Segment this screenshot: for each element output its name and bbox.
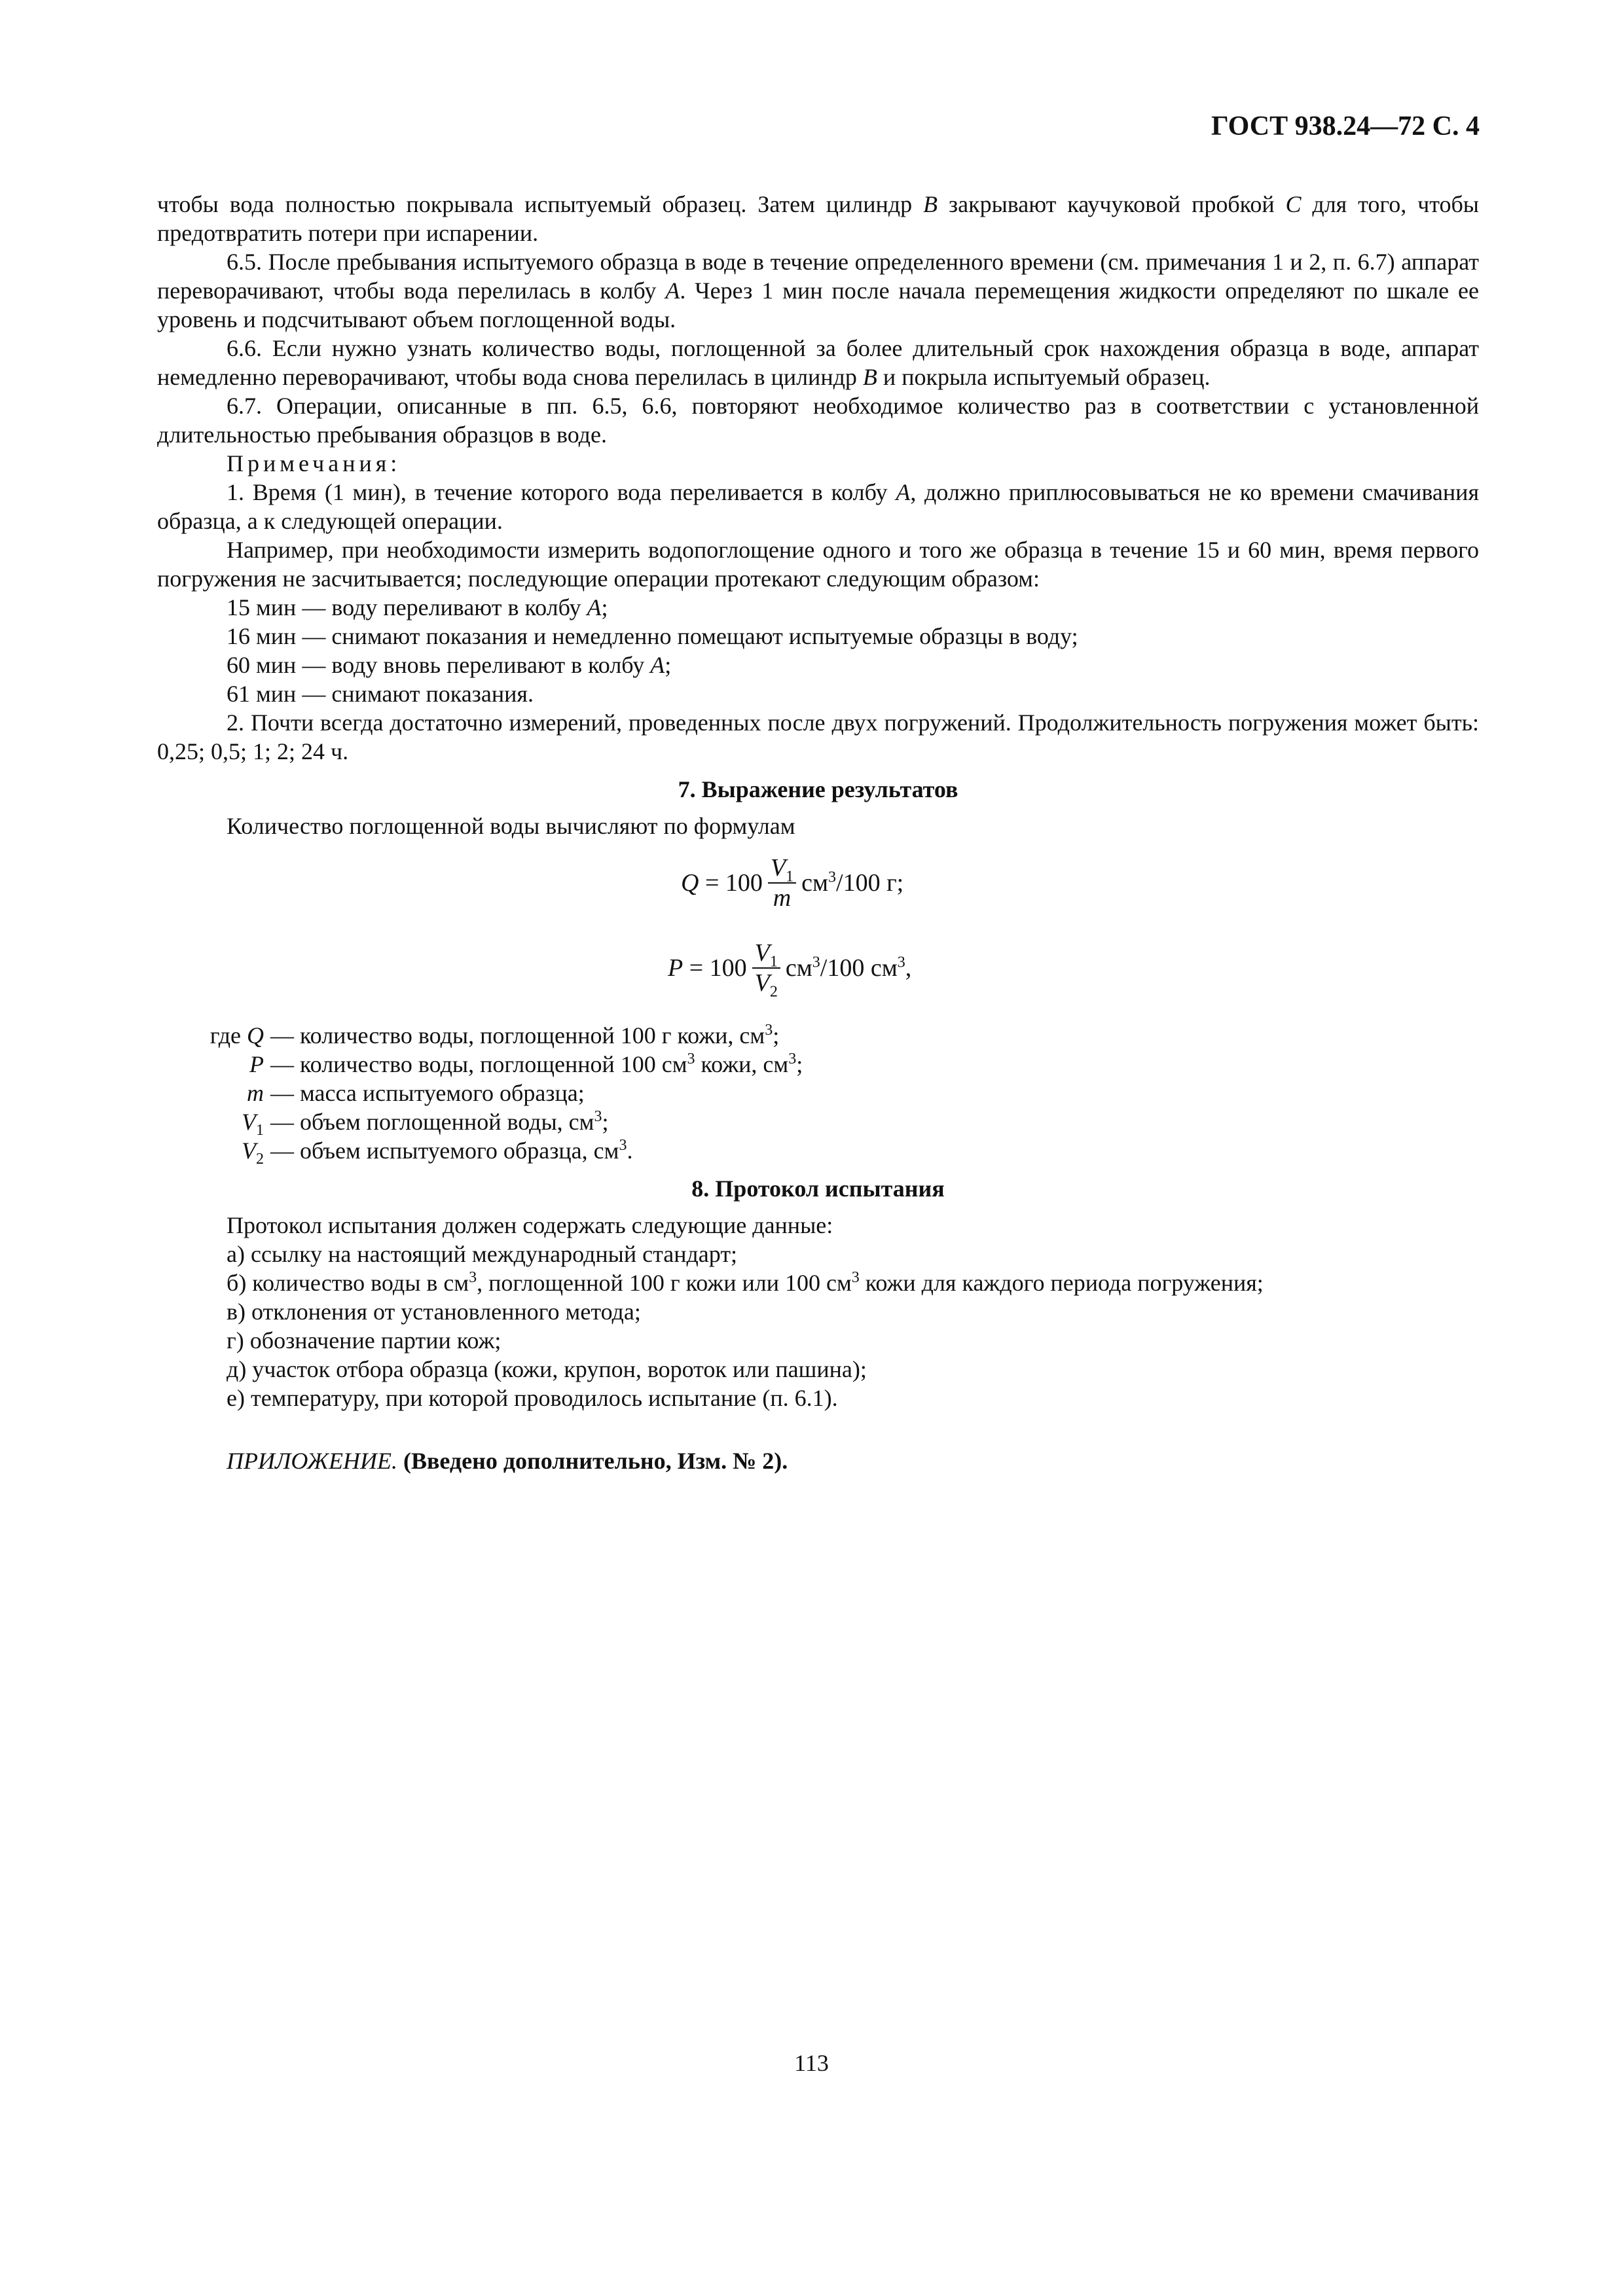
page-header: ГОСТ 938.24—72 С. 4 (1211, 111, 1480, 141)
formula-p-unit: $см^3/100$ $см^3$, (785, 954, 912, 982)
formula-q-eq: = 100 (699, 869, 763, 897)
definition-q: где Q — количество воды, поглощенной 100 г кожи, $см^3$; (210, 1022, 780, 1049)
list-item-e: е) температуру, при которой проводилось испытание (п. 6.1). (227, 1385, 838, 1411)
definition-p: P — количество воды, поглощенной 100 $см^3$ кожи, $см^3$; (249, 1050, 803, 1077)
list-item-a: а) ссылку на настоящий международный стандарт; (227, 1241, 738, 1267)
formula-p-eq: = 100 (683, 954, 747, 982)
paragraph-6-5: 6.5. После пребывания испытуемого образца в воде в течение определенного времени (см. примечания 1 и 2, п. 6.7) аппарат переворачивают, чтобы вода перелилась в колбу A. Через 1 мин после начала перемещения жидкости определяют по шкале ее уровень и подсчитывают объем поглощенной воды. (157, 249, 1479, 332)
formula-p-fraction: $\frac{V_1}{V_2}$ (752, 939, 780, 997)
note-1: 1. Время (1 мин), в течение которого вода переливается в колбу A, должно приплюсовываться не ко времени смачивания образца, а к следующей операции. (157, 479, 1480, 534)
formula-q-lhs: Q (681, 869, 699, 897)
section-8-intro: Протокол испытания должен содержать следующие данные: (227, 1212, 833, 1238)
note-example: Например, при необходимости измерить водопоглощение одного и того же образца в течение 15 и 60 мин, время первого погружения не засчитывается; последующие операции протекают следующим образом: (157, 537, 1479, 592)
section-7-title: 7. Выражение результатов (678, 776, 958, 802)
definition-v2: $V_2$ — объем испытуемого образца, $см^3$. (242, 1137, 633, 1168)
section-8-title: 8. Протокол испытания (691, 1175, 945, 1202)
appendix-note: ПРИЛОЖЕНИЕ. (Введено дополнительно, Изм. № 2). (227, 1448, 788, 1474)
formula-q-fraction: $\frac{V_1}{m}$ (768, 853, 796, 912)
page-number: 113 (794, 2050, 829, 2076)
list-item-g: г) обозначение партии кож; (227, 1327, 501, 1354)
paragraph-6-7: 6.7. Операции, описанные в пп. 6.5, 6.6, повторяют необходимое количество раз в соответствии с установленной длительностью пребывания образцов в воде. (157, 393, 1479, 448)
formula-q-unit: $см^3/100$ г; (801, 869, 904, 897)
note-step-1: 15 мин — воду переливают в колбу A; (227, 594, 608, 620)
list-item-d: д) участок отбора образца (кожи, крупон, вороток или пашина); (227, 1356, 867, 1382)
formula-p (157, 925, 1479, 1011)
definition-v1: $V_1$ — объем поглощенной воды, $см^3$; (242, 1108, 609, 1139)
note-step-4: 61 мин — снимают показания. (227, 681, 534, 707)
definition-m: m — масса испытуемого образца; (247, 1080, 585, 1106)
note-step-2: 16 мин — снимают показания и немедленно помещают испытуемые образцы в воду; (227, 623, 1078, 649)
note-step-3: 60 мин — воду вновь переливают в колбу A; (227, 652, 672, 678)
document-body (157, 190, 1479, 1475)
symbol-definitions (157, 1021, 1479, 1168)
formula-p-lhs: P (668, 954, 684, 982)
formula-q (157, 840, 1479, 925)
section-7-intro: Количество поглощенной воды вычисляют по формулам (227, 813, 795, 839)
notes-title: Примечания: (227, 450, 401, 476)
list-item-b: б) количество воды в $см^3$, поглощенной 100 г кожи или 100 $см^3$ кожи для каждого периода погружения; (227, 1269, 1264, 1296)
paragraph-6-6: 6.6. Если нужно узнать количество воды, поглощенной за более длительный срок нахождения образца в воде, аппарат немедленно переворачивают, чтобы вода снова перелилась в цилиндр B и покрыла испытуемый образец. (157, 335, 1479, 390)
list-item-v: в) отклонения от установленного метода; (227, 1299, 641, 1325)
paragraph-continuation: чтобы вода полностью покрывала испытуемый образец. Затем цилиндр B закрывают каучуковой пробкой C для того, чтобы предотвратить потери при испарении. (157, 191, 1479, 246)
note-2: 2. Почти всегда достаточно измерений, проведенных после двух погружений. Продолжительность погружения может быть: 0,25; 0,5; 1; 2; 24 ч. (157, 709, 1479, 764)
